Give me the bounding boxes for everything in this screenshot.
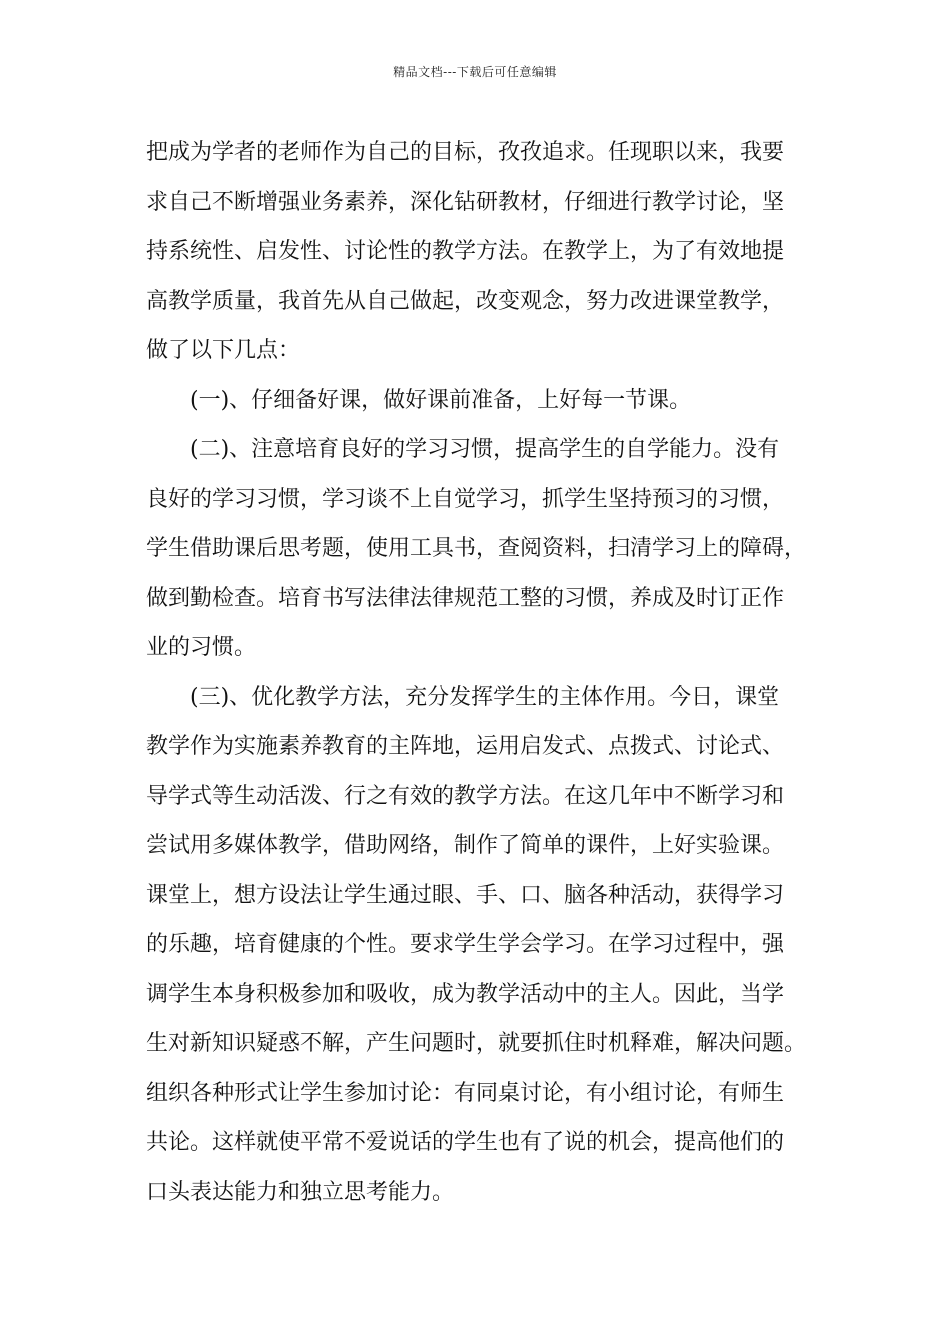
text-line: 的乐趣，培育健康的个性。要求学生学会学习。在学习过程中，强	[146, 932, 785, 957]
text-line: 做了以下几点：	[146, 338, 301, 363]
text-line: 业的习惯。	[146, 635, 257, 660]
text-line: 教学作为实施素养教育的主阵地，运用启发式、点拨式、讨论式、	[146, 734, 785, 759]
text-line: 把成为学者的老师作为自己的目标，孜孜追求。任现职以来，我要	[146, 140, 785, 165]
text-line: 口头表达能力和独立思考能力。	[146, 1179, 455, 1205]
text-line: 调学生本身积极参加和吸收，成为教学活动中的主人。因此，当学	[146, 981, 785, 1007]
text-line: 课堂上，想方设法让学生通过眼、手、口、脑各种活动，获得学习	[146, 882, 785, 908]
text-line: 共论。这样就使平常不爱说话的学生也有了说的机会，提高他们的	[146, 1130, 785, 1155]
text-line: 学生借助课后思考题，使用工具书，查阅资料，扫清学习上的障碍，	[146, 536, 807, 561]
text-line: 生对新知识疑惑不解，产生问题时，就要抓住时机释难，解决问题。	[146, 1031, 807, 1056]
text-line: (三)、优化教学方法，充分发挥学生的主体作用。今日，课堂	[190, 684, 780, 710]
text-line: 持系统性、启发性、讨论性的教学方法。在教学上，为了有效地提	[146, 239, 785, 264]
document-body	[146, 128, 836, 1217]
text-line: 组织各种形式让学生参加讨论：有同桌讨论，有小组讨论，有师生	[146, 1080, 785, 1106]
text-line: 导学式等生动活泼、行之有效的教学方法。在这几年中不断学习和	[146, 783, 785, 809]
text-line: (一)、仔细备好课，做好课前准备，上好每一节课。	[190, 387, 692, 413]
text-line: 良好的学习习惯，学习谈不上自觉学习，抓学生坚持预习的习惯，	[146, 486, 785, 512]
text-line: (二)、注意培育良好的学习习惯，提高学生的自学能力。没有	[190, 437, 780, 462]
text-line: 高教学质量，我首先从自己做起，改变观念，努力改进课堂教学，	[146, 288, 785, 314]
text-line: 尝试用多媒体教学，借助网络，制作了简单的课件，上好实验课。	[146, 833, 785, 858]
page-header: 精品文档---下载后可任意编辑	[393, 65, 557, 79]
text-line: 做到勤检查。培育书写法律法律规范工整的习惯，养成及时订正作	[146, 585, 785, 611]
text-line: 求自己不断增强业务素养，深化钻研教材，仔细进行教学讨论，坚	[146, 189, 785, 215]
